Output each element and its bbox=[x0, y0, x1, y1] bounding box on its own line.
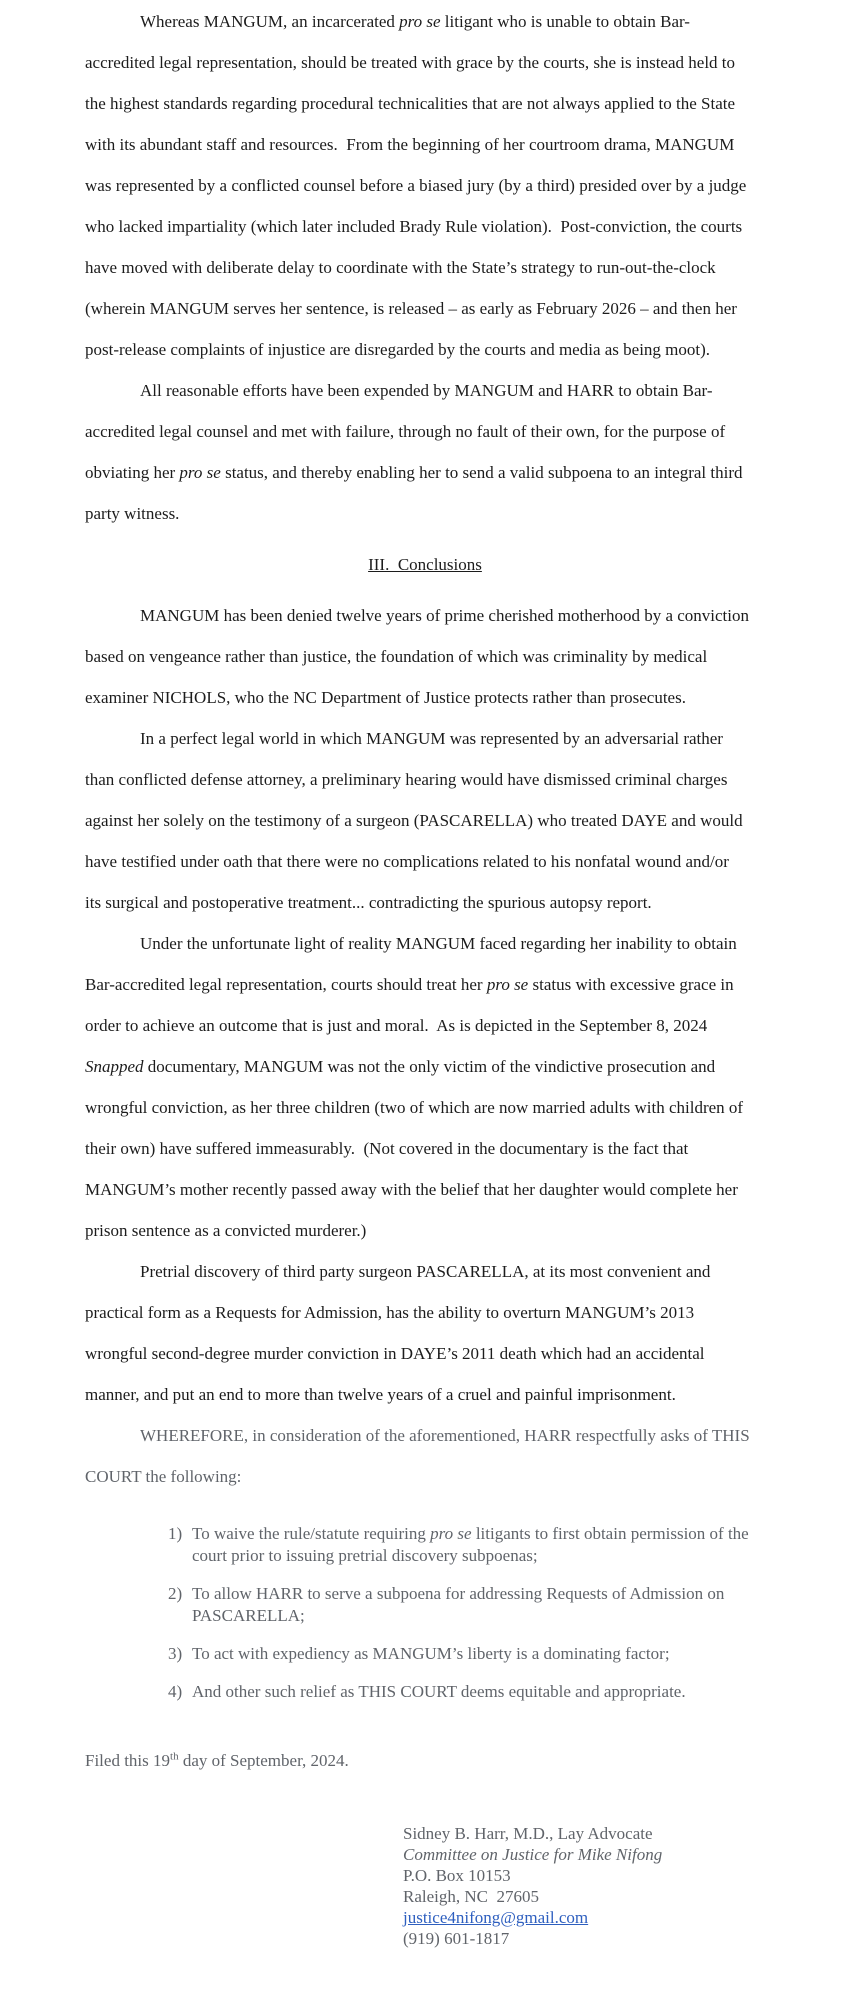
text-segment: Under the unfortunate light of reality MANGUM faced regarding her inability to obtain bbox=[140, 934, 737, 953]
text-line bbox=[403, 1823, 765, 1844]
text-segment: accredited legal representation, should be treated with grace by the courts, she is instead held to bbox=[85, 53, 736, 72]
text-segment: To act with expediency as MANGUM’s liberty is a dominating factor; bbox=[192, 1644, 670, 1663]
text-segment: Whereas MANGUM, an incarcerated bbox=[140, 12, 400, 31]
text-line bbox=[85, 882, 765, 923]
filed-date-line bbox=[85, 1749, 765, 1773]
text-line bbox=[192, 1545, 765, 1567]
relief-item-number: 4) bbox=[168, 1682, 183, 1701]
text-segment: All reasonable efforts have been expended by MANGUM and HARR to obtain Bar- bbox=[140, 381, 713, 400]
text-line bbox=[85, 1, 765, 42]
italic-text: pro se bbox=[179, 463, 221, 482]
relief-item bbox=[85, 1583, 765, 1627]
text-segment: its surgical and postoperative treatment... contradicting the spurious autopsy report. bbox=[85, 893, 652, 912]
text-line bbox=[85, 636, 765, 677]
text-line bbox=[85, 1456, 765, 1497]
text-segment: (919) 601-1817 bbox=[403, 1929, 510, 1948]
text-line bbox=[85, 718, 765, 759]
email-link[interactable]: justice4nifong@gmail.com bbox=[403, 1908, 589, 1927]
heading-text bbox=[368, 555, 482, 574]
text-segment: Raleigh, NC 27605 bbox=[403, 1887, 539, 1906]
text-line bbox=[85, 544, 765, 585]
text-segment: day of September, 2024. bbox=[178, 1751, 349, 1770]
text-line bbox=[85, 759, 765, 800]
text-line bbox=[192, 1643, 765, 1665]
text-segment: order to achieve an outcome that is just and moral. As is depicted in the September 8, 2024 bbox=[85, 1016, 708, 1035]
text-segment: examiner NICHOLS, who the NC Department of Justice protects rather than prosecutes. bbox=[85, 688, 686, 707]
relief-list bbox=[85, 1523, 765, 1703]
relief-item bbox=[85, 1681, 765, 1703]
text-line bbox=[192, 1681, 765, 1703]
text-segment: who lacked impartiality (which later included Brady Rule violation). Post-conviction, the courts bbox=[85, 217, 743, 236]
text-line bbox=[85, 1046, 765, 1087]
text-segment: manner, and put an end to more than twelve years of a cruel and painful imprisonment. bbox=[85, 1385, 676, 1404]
text-line bbox=[85, 411, 765, 452]
text-line bbox=[85, 964, 765, 1005]
text-line bbox=[85, 370, 765, 411]
text-segment: To waive the rule/statute requiring bbox=[192, 1524, 431, 1543]
text-segment: have moved with deliberate delay to coordinate with the State’s strategy to run-out-the-clock bbox=[85, 258, 716, 277]
text-segment: obviating her bbox=[85, 463, 180, 482]
text-segment: with its abundant staff and resources. From the beginning of her courtroom drama, MANGUM bbox=[85, 135, 735, 154]
text-line bbox=[403, 1886, 765, 1907]
text-segment: III. Conclusions bbox=[368, 555, 482, 574]
text-line bbox=[85, 83, 765, 124]
paragraph-denied-motherhood bbox=[85, 595, 765, 718]
text-segment: status, and thereby enabling her to send a valid subpoena to an integral third bbox=[220, 463, 743, 482]
italic-text: pro se bbox=[486, 975, 529, 994]
relief-item-number: 1) bbox=[168, 1524, 183, 1543]
text-line bbox=[85, 452, 765, 493]
text-line bbox=[85, 165, 765, 206]
paragraph-whereas bbox=[85, 1, 765, 370]
paragraph-unfortunate-light bbox=[85, 923, 765, 1251]
text-line bbox=[85, 1169, 765, 1210]
text-line bbox=[85, 493, 765, 534]
text-line bbox=[403, 1928, 765, 1949]
text-line bbox=[85, 1087, 765, 1128]
text-segment: WHEREFORE, in consideration of the aforementioned, HARR respectfully asks of THIS bbox=[140, 1426, 750, 1445]
paragraph-pretrial-discovery bbox=[85, 1251, 765, 1415]
text-segment: litigants to first obtain permission of the bbox=[471, 1524, 749, 1543]
text-segment: (wherein MANGUM serves her sentence, is released – as early as February 2026 – and then her bbox=[85, 299, 737, 318]
text-segment: status with excessive grace in bbox=[528, 975, 734, 994]
text-segment: practical form as a Requests for Admission, has the ability to overturn MANGUM’s 2013 bbox=[85, 1303, 695, 1322]
text-line bbox=[85, 124, 765, 165]
italic-text: pro se bbox=[399, 12, 441, 31]
text-line bbox=[85, 42, 765, 83]
text-segment: wrongful conviction, as her three children (two of which are now married adults with children of bbox=[85, 1098, 744, 1117]
text-segment: P.O. Box 10153 bbox=[403, 1866, 511, 1885]
text-line bbox=[85, 1210, 765, 1251]
paragraph-perfect-legal-world bbox=[85, 718, 765, 923]
text-line bbox=[85, 595, 765, 636]
text-line bbox=[85, 923, 765, 964]
text-segment: To allow HARR to serve a subpoena for addressing Requests of Admission on bbox=[192, 1584, 725, 1603]
text-line bbox=[85, 206, 765, 247]
text-segment: court prior to issuing pretrial discovery subpoenas; bbox=[192, 1546, 538, 1565]
text-segment: wrongful second-degree murder conviction in DAYE’s 2011 death which had an accidental bbox=[85, 1344, 705, 1363]
section-heading-conclusions bbox=[85, 544, 765, 585]
text-segment: PASCARELLA; bbox=[192, 1606, 305, 1625]
text-segment: post-release complaints of injustice are disregarded by the courts and media as being moot). bbox=[85, 340, 711, 359]
italic-text: Committee on Justice for Mike Nifong bbox=[403, 1845, 663, 1864]
text-segment: based on vengeance rather than justice, the foundation of which was criminality by medical bbox=[85, 647, 708, 666]
relief-item bbox=[85, 1643, 765, 1665]
text-line bbox=[85, 1292, 765, 1333]
text-line bbox=[85, 841, 765, 882]
text-line bbox=[85, 1251, 765, 1292]
text-segment: MANGUM’s mother recently passed away with the belief that her daughter would complete her bbox=[85, 1180, 738, 1199]
text-segment: against her solely on the testimony of a surgeon (PASCARELLA) who treated DAYE and would bbox=[85, 811, 743, 830]
text-line bbox=[403, 1844, 765, 1865]
paragraph-all-reasonable-efforts bbox=[85, 370, 765, 534]
text-line bbox=[192, 1583, 765, 1605]
text-line bbox=[403, 1865, 765, 1886]
text-line bbox=[85, 247, 765, 288]
text-segment: MANGUM has been denied twelve years of prime cherished motherhood by a conviction bbox=[140, 606, 749, 625]
text-line bbox=[85, 677, 765, 718]
text-segment: accredited legal counsel and met with failure, through no fault of their own, for the purpose of bbox=[85, 422, 726, 441]
text-line bbox=[85, 1374, 765, 1415]
text-line bbox=[85, 1415, 765, 1456]
relief-item-number: 3) bbox=[168, 1644, 183, 1663]
text-line bbox=[85, 329, 765, 370]
text-segment: prison sentence as a convicted murderer.) bbox=[85, 1221, 367, 1240]
text-line bbox=[85, 1333, 765, 1374]
text-line bbox=[85, 288, 765, 329]
text-segment: litigant who is unable to obtain Bar- bbox=[440, 12, 690, 31]
text-segment: Bar-accredited legal representation, courts should treat her bbox=[85, 975, 487, 994]
text-segment: Filed this 19 bbox=[85, 1751, 171, 1770]
text-segment: party witness. bbox=[85, 504, 180, 523]
italic-text: Snapped bbox=[85, 1057, 144, 1076]
signature-block bbox=[403, 1823, 765, 1949]
text-line bbox=[85, 1749, 765, 1773]
text-segment: the highest standards regarding procedural technicalities that are not always applied to the State bbox=[85, 94, 736, 113]
text-segment: And other such relief as THIS COURT deems equitable and appropriate. bbox=[192, 1682, 686, 1701]
text-line bbox=[85, 1128, 765, 1169]
superscript-text: th bbox=[170, 1750, 179, 1763]
text-line bbox=[85, 1005, 765, 1046]
text-segment: Pretrial discovery of third party surgeon PASCARELLA, at its most convenient and bbox=[140, 1262, 711, 1281]
text-line bbox=[192, 1523, 765, 1545]
text-segment: In a perfect legal world in which MANGUM was represented by an adversarial rather bbox=[140, 729, 723, 748]
text-line bbox=[85, 800, 765, 841]
text-line bbox=[192, 1605, 765, 1627]
text-segment: documentary, MANGUM was not the only victim of the vindictive prosecution and bbox=[143, 1057, 716, 1076]
text-segment: was represented by a conflicted counsel before a biased jury (by a third) presided over by a judge bbox=[85, 176, 747, 195]
document-body bbox=[85, 1, 765, 1949]
text-segment: have testified under oath that there were no complications related to his nonfatal wound and/or bbox=[85, 852, 729, 871]
text-segment: COURT the following: bbox=[85, 1467, 242, 1486]
text-segment: their own) have suffered immeasurably. (Not covered in the documentary is the fact that bbox=[85, 1139, 689, 1158]
text-segment: Sidney B. Harr, M.D., Lay Advocate bbox=[403, 1824, 653, 1843]
text-segment: than conflicted defense attorney, a preliminary hearing would have dismissed criminal charges bbox=[85, 770, 728, 789]
relief-item-number: 2) bbox=[168, 1584, 183, 1603]
relief-item bbox=[85, 1523, 765, 1567]
text-line bbox=[403, 1907, 765, 1928]
paragraph-wherefore bbox=[85, 1415, 765, 1497]
italic-text: pro se bbox=[430, 1524, 472, 1543]
